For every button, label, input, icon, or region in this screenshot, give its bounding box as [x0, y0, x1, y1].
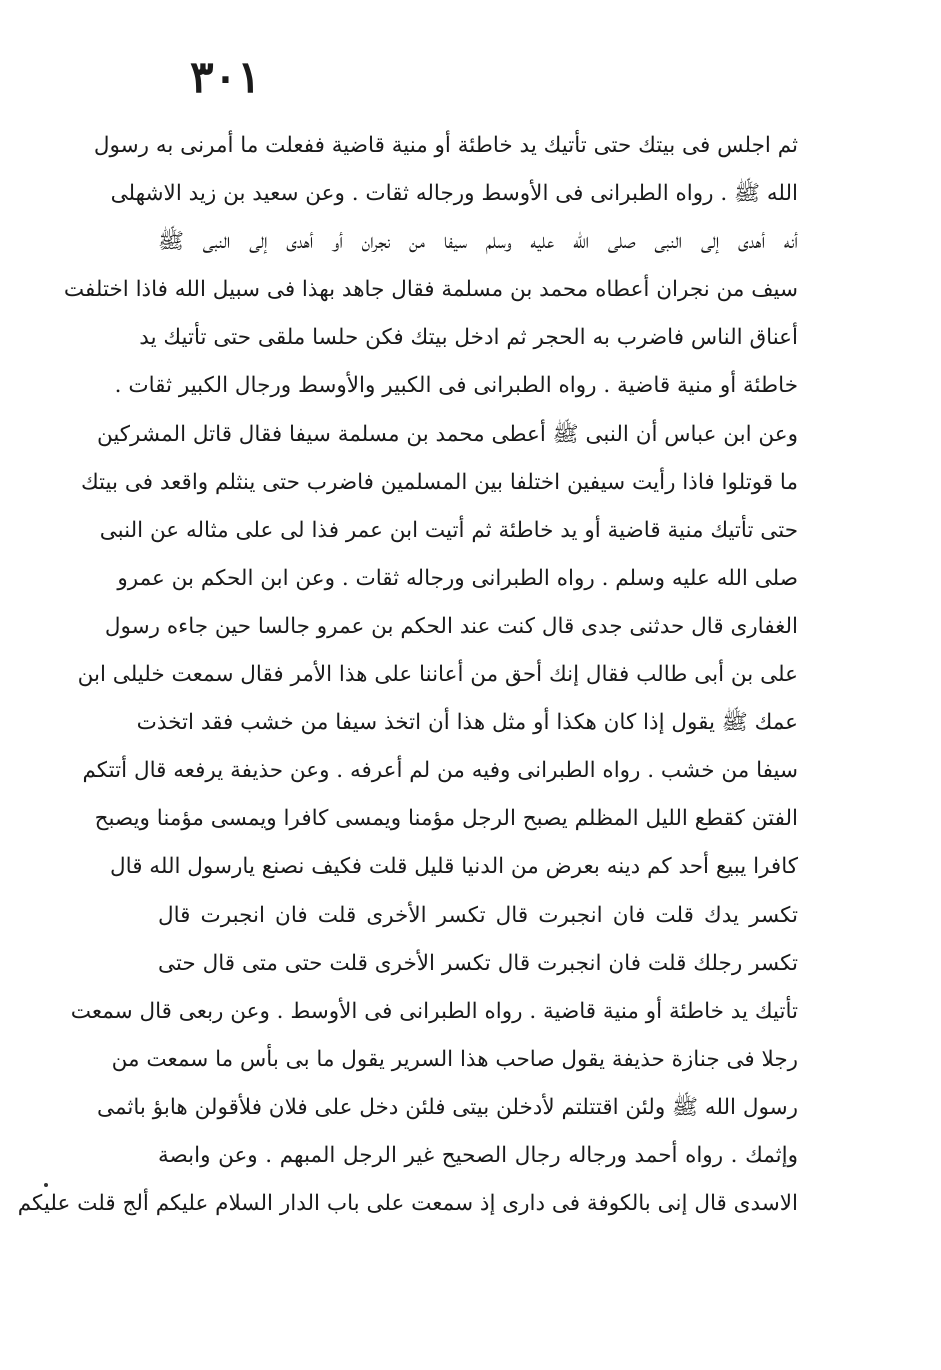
text-line: تكسر يدك قلت فان انجبرت قال تكسر الأخرى قلت فان انجبرت قال [158, 902, 798, 928]
text-line: رسول الله ﷺ ولئن اقتتلتم لأدخلن بيتى فلئن دخل على فلان فلأقولن هابؤ باثمى [97, 1094, 798, 1120]
text-line: تكسر رجلك قلت فان انجبرت قال تكسر الأخرى قلت حتى متى قال حتى [158, 950, 798, 976]
text-body [17, 122, 798, 1228]
text-line: ما قوتلوا فاذا رأيت سيفين اختلفا بين المسلمين فاضرب حتى ينثلم واقعد فى بيتك [80, 469, 798, 495]
text-line: صلى الله عليه وسلم . رواه الطبرانى ورجاله ثقات . وعن ابن الحكم بن عمرو [117, 565, 798, 591]
text-line: الاسدى قال إنى بالكوفة فى دارى إذ سمعت على باب الدار السلام عليكم ألج قلت عليكم [17, 1191, 798, 1217]
text-line: وإثمك . رواه أحمد ورجاله رجال الصحيح غير الرجل المبهم . وعن وابصة [158, 1142, 798, 1168]
text-line: وعن ابن عباس أن النبى ﷺ أعطى محمد بن مسلمة سيفا فقال قاتل المشركين [96, 421, 798, 447]
text-line: الله ﷺ . رواه الطبرانى فى الأوسط ورجاله ثقات . وعن سعيد بن زيد الاشهلى [110, 181, 798, 207]
text-line: الفتن كقطع الليل المظلم يصبح الرجل مؤمنا ويمسى كافرا ويمسى مؤمنا ويصبح [94, 806, 798, 832]
text-line: كافرا يبيع أحد كم دينه بعرض من الدنيا قليل قلت فكيف نصنع يارسول الله قال [110, 854, 798, 880]
text-line: خاطئة أو منية قاضية . رواه الطبرانى فى الكبير والأوسط ورجال الكبير ثقات . [114, 373, 798, 399]
text-line: الغفارى قال حدثنى جدى قال كنت عند الحكم بن عمرو جالسا حين جاءه رسول [104, 613, 798, 639]
text-line: تأتيك يد خاطئة أو منية قاضية . رواه الطبرانى فى الأوسط . وعن ربعى قال سمعت [70, 998, 798, 1024]
text-line: ثم اجلس فى بيتك حتى تأتيك يد خاطئة أو منية قاضية ففعلت ما أمرنى به رسول [93, 133, 798, 158]
text-line: سيف من نجران أعطاه محمد بن مسلمة فقال جاهد بهذا فى سبيل الله فاذا اختلفت [63, 277, 798, 303]
text-line: أعناق الناس فاضرب به الحجر ثم ادخل بيتك فكن حلسا ملقى حتى تأتيك يد [139, 325, 798, 351]
text-line: رجلا فى جنازة حذيفة يقول صاحب هذا السرير يقول ما بى بأس ما سمعت من [111, 1046, 798, 1072]
page-number: ٣٠١ [190, 52, 261, 103]
text-line: على بن أبى طالب فقال إنك أحق من أعاننا على هذا الأمر فقال سمعت خليلى ابن [77, 662, 798, 688]
margin-dot [44, 1183, 48, 1187]
text-line: أنه أهدى إلى النبى صلى الله عليه وسلم سيفا من نجران أو أهدى إلى النبى ﷺ [158, 229, 798, 255]
text-line: عمك ﷺ يقول إذا كان هكذا أو مثل هذا أن اتخذ سيفا من خشب فقد اتخذت [136, 710, 798, 736]
text-line: حتى تأتيك منية قاضية أو يد خاطئة ثم أتيت ابن عمر فذا لى على مثاله عن النبى [99, 517, 798, 543]
text-line: سيفا من خشب . رواه الطبرانى وفيه من لم أعرفه . وعن حذيفة يرفعه قال أتتكم [82, 758, 798, 784]
